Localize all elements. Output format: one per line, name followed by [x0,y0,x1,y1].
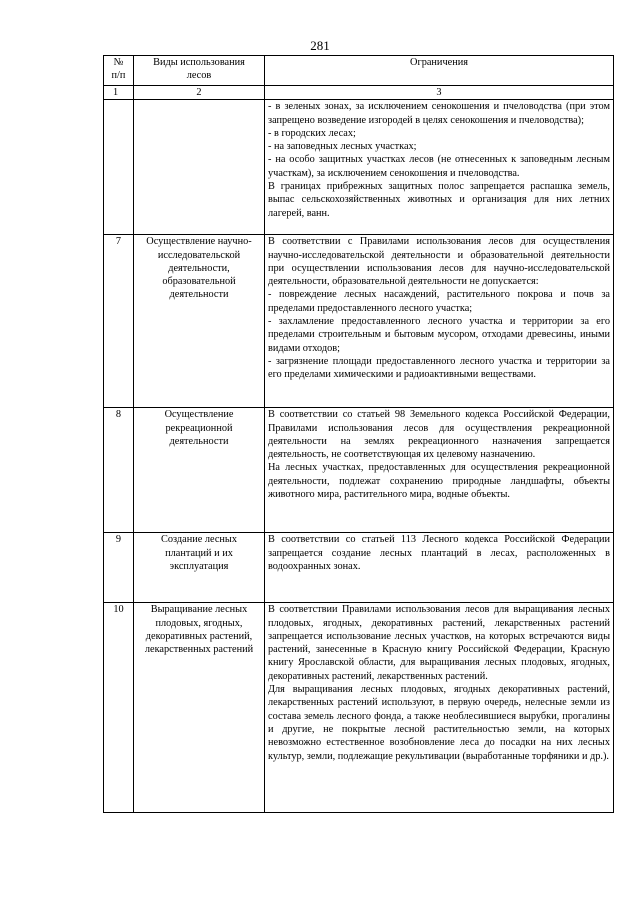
row-restrictions [265,603,614,813]
restriction-paragraph: В границах прибрежных защитных полос запрещается распашка земель, выпас сельскохозяйственных животных и организация для них летних лагерей, ванн. [268,181,610,219]
header-number: № п/п [104,56,134,86]
row-usage-kind [134,100,265,235]
header-restrictions: Ограничения [265,56,614,86]
restriction-paragraph: - повреждение лесных насаждений, растительного покрова и почв за пределами предоставленного лесного участка; [268,289,610,314]
row-number: 7 [104,235,134,408]
restriction-paragraph: В соответствии со статьей 113 Лесного кодекса Российской Федерации запрещается создание лесных плантаций в лесах, расположенных в водоохранных зонах. [268,534,610,572]
restriction-paragraph: - на особо защитных участках лесов (не отнесенных к заповедным лесным участкам), за исключением сенокошения и пчеловодства. [268,154,610,179]
row-usage-kind: Осуществление научно-исследовательской деятельности, образовательной деятельности [134,235,265,408]
column-number-2: 2 [134,86,265,100]
row-number: 8 [104,408,134,533]
restriction-paragraph: - в зеленых зонах, за исключением сенокошения и пчеловодства (при этом запрещено возведение изгородей в целях сенокошения и пчеловодства); [268,101,610,126]
restriction-paragraph: - в городских лесах; [268,127,356,139]
restriction-paragraph: В соответствии со статьей 98 Земельного кодекса Российской Федерации, Правилами использования лесов для осуществления рекреационной деятельности на землях рекреационного назначения запрещается деятельность, не соответствующая их целевому назначению. [268,409,610,461]
row-usage-kind: Выращивание лесных плодовых, ягодных, декоративных растений, лекарственных растений [134,603,265,813]
restriction-paragraph: - загрязнение площади предоставленного лесного участка и территории за его пределами химическими и радиоактивными веществами. [268,355,610,381]
restriction-paragraph: Для выращивания лесных плодовых, ягодных декоративных растений, лекарственных растений используют, в первую очередь, нелесные земли из состава земель лесного фонда, а также необлесившиеся вырубки, прогалины и другие, не покрытые лесной растительностью земли, на которых невозможно естественное возобновление леса до посадки на них лесных культур, земли, подлежащие рекультивации (выработанные торфяники и др.). [268,684,610,762]
column-number-3: 3 [265,86,614,100]
header-kind: Виды использования лесов [134,56,265,86]
restriction-paragraph: - захламление предоставленного лесного участка и территории за его пределами строительным и бытовым мусором, отходами древесины, иными видами отходов; [268,316,610,354]
restriction-paragraph: В соответствии с Правилами использования лесов для осуществления научно-исследовательской деятельности и образовательной деятельности при осуществлении использования лесов для научно-исследовательской деятельности, образовательной деятельности не допускается: [268,236,610,288]
row-restrictions [265,100,614,235]
row-restrictions [265,235,614,408]
restriction-paragraph: На лесных участках, предоставленных для осуществления рекреационной деятельности, подлежат сохранению природные ландшафты, объекты животного мира, растительного мира, водные объекты. [268,462,610,501]
table-row [104,100,614,235]
row-number: 10 [104,603,134,813]
row-restrictions [265,408,614,533]
row-restrictions [265,533,614,603]
table-row [104,235,614,408]
restrictions-table [103,55,614,813]
table-row [104,603,614,813]
row-number [104,100,134,235]
table-row [104,533,614,603]
row-usage-kind: Осуществление рекреационной деятельности [134,408,265,533]
restriction-paragraph: В соответствии Правилами использования лесов для выращивания лесных плодовых, ягодных, декоративных растений, лекарственных растений запрещается использование лесных участков, на которых встречаются виды растений, занесенные в Красную книгу Российской Федерации, Красную книгу Ярославской области, для выращивания лесных плодовых, ягодных, декоративных растений, лекарственных растений. [268,604,610,682]
row-usage-kind: Создание лесных плантаций и их эксплуатация [134,533,265,603]
page-number: 281 [310,38,330,53]
restriction-paragraph: - на заповедных лесных участках; [268,141,417,153]
table-row [104,408,614,533]
row-number: 9 [104,533,134,603]
column-number-1: 1 [104,86,134,100]
